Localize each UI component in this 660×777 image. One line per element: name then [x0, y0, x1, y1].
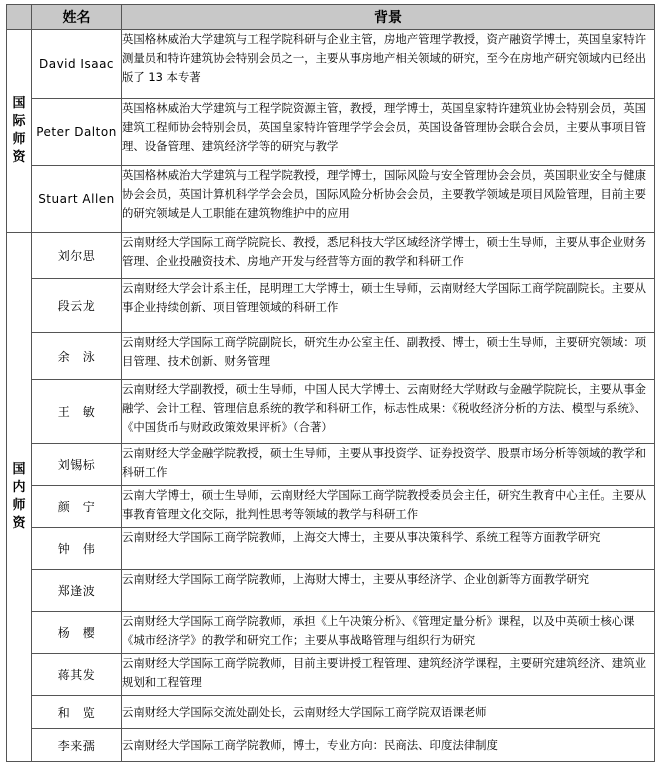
- header-name: 姓名: [32, 5, 122, 30]
- faculty-name: 钟 伟: [32, 528, 122, 570]
- faculty-name: 李来孺: [32, 729, 122, 762]
- faculty-name: Peter Dalton: [32, 99, 122, 166]
- category-domestic: [7, 233, 32, 762]
- faculty-background: 云南财经大学金融学院教授，硕士生导师，主要从事投资学、证券投资学、股票市场分析等领域的教学和科研工作: [122, 444, 655, 486]
- table-row: [7, 729, 655, 762]
- header-category: [7, 5, 32, 30]
- faculty-background: 英国格林威治大学建筑与工程学院资源主管，教授，理学博士，英国皇家特许建筑业协会特别会员，英国建筑工程师协会特别会员，英国皇家特许管理学学会会员，英国设备管理协会联合会员，主要从事项目管理、设备管理、建筑经济学等的研究与教学: [122, 99, 655, 166]
- faculty-background: 云南财经大学国际工商学院院长、教授，悉尼科技大学区域经济学博士，硕士生导师，主要从事企业财务管理、企业投融资技术、房地产开发与经营等方面的教学和科研工作: [122, 233, 655, 279]
- table-row: [7, 30, 655, 99]
- faculty-name: Stuart Allen: [32, 166, 122, 233]
- faculty-table-container: [6, 4, 655, 762]
- faculty-name: 刘尔思: [32, 233, 122, 279]
- faculty-background: 英国格林威治大学建筑与工程学院教授，理学博士，国际风险与安全管理协会会员，英国职业安全与健康协会会员，英国计算机科学学会会员，国际风险分析协会会员，主要教学领域是项目风险管理，目前主要的研究领域是人工职能在建筑物维护中的应用: [122, 166, 655, 233]
- faculty-name: 和 览: [32, 696, 122, 729]
- category-label: 国内师资: [12, 462, 26, 531]
- table-row: [7, 444, 655, 486]
- faculty-name: 余 泳: [32, 333, 122, 380]
- table-row: [7, 612, 655, 654]
- faculty-background: 云南财经大学会计系主任，昆明理工大学博士，硕士生导师，云南财经大学国际工商学院副院长。主要从事企业持续创新、项目管理领域的科研工作: [122, 279, 655, 333]
- faculty-background: 云南大学博士，硕士生导师，云南财经大学国际工商学院教授委员会主任，研究生教育中心主任。主要从事教育管理文化交际，批判性思考等领域的教学与科研工作: [122, 486, 655, 528]
- faculty-background: 云南财经大学国际工商学院教师，承担《上午决策分析》、《管理定量分析》课程，以及中英硕士核心课《城市经济学》的教学和研究工作；主要从事战略管理与组织行为研究: [122, 612, 655, 654]
- faculty-name: 蒋其发: [32, 654, 122, 696]
- table-header-row: [7, 5, 655, 30]
- table-row: [7, 333, 655, 380]
- faculty-name: 颜 宁: [32, 486, 122, 528]
- faculty-background: 英国格林威治大学建筑与工程学院科研与企业主管，房地产管理学教授，资产融资学博士，英国皇家特许测量员和特许建筑协会特别会员之一，主要从事房地产相关领域的研究，至今在房地产研究领域内已经出版了 13 本专著: [122, 30, 655, 99]
- faculty-name: 郑逢波: [32, 570, 122, 612]
- header-background: 背景: [122, 5, 655, 30]
- table-row: [7, 380, 655, 444]
- faculty-background: 云南财经大学副教授，硕士生导师，中国人民大学博士、云南财经大学财政与金融学院院长，主要从事金融学、会计工程、管理信息系统的教学和科研工作，标志性成果：《税收经济分析的方法、模型与系统》、《中国货币与财政政策效果评析》（合著）: [122, 380, 655, 444]
- faculty-background: 云南财经大学国际工商学院教师，目前主要讲授工程管理、建筑经济学课程，主要研究建筑经济、建筑业规划和工程管理: [122, 654, 655, 696]
- table-row: [7, 279, 655, 333]
- faculty-background: 云南财经大学国际工商学院教师，上海财大博士，主要从事经济学、企业创新等方面教学研究: [122, 570, 655, 612]
- faculty-name: David Isaac: [32, 30, 122, 99]
- table-row: [7, 233, 655, 279]
- faculty-background: 云南财经大学国际工商学院副院长，研究生办公室主任、副教授、博士，硕士生导师，主要研究领域：项目管理、技术创新、财务管理: [122, 333, 655, 380]
- table-row: [7, 528, 655, 570]
- table-row: [7, 696, 655, 729]
- faculty-name: 段云龙: [32, 279, 122, 333]
- category-label: 国际师资: [12, 96, 26, 165]
- category-international: [7, 30, 32, 233]
- faculty-name: 王 敏: [32, 380, 122, 444]
- table-row: [7, 486, 655, 528]
- faculty-name: 杨 樱: [32, 612, 122, 654]
- table-row: [7, 570, 655, 612]
- faculty-background: 云南财经大学国际交流处副处长，云南财经大学国际工商学院双语课老师: [122, 696, 655, 729]
- faculty-name: 刘锡标: [32, 444, 122, 486]
- faculty-background: 云南财经大学国际工商学院教师，上海交大博士，主要从事决策科学、系统工程等方面教学研究: [122, 528, 655, 570]
- table-row: [7, 654, 655, 696]
- table-row: [7, 166, 655, 233]
- faculty-background: 云南财经大学国际工商学院教师，博士，专业方向：民商法、印度法律制度: [122, 729, 655, 762]
- faculty-table: [6, 4, 655, 762]
- table-row: [7, 99, 655, 166]
